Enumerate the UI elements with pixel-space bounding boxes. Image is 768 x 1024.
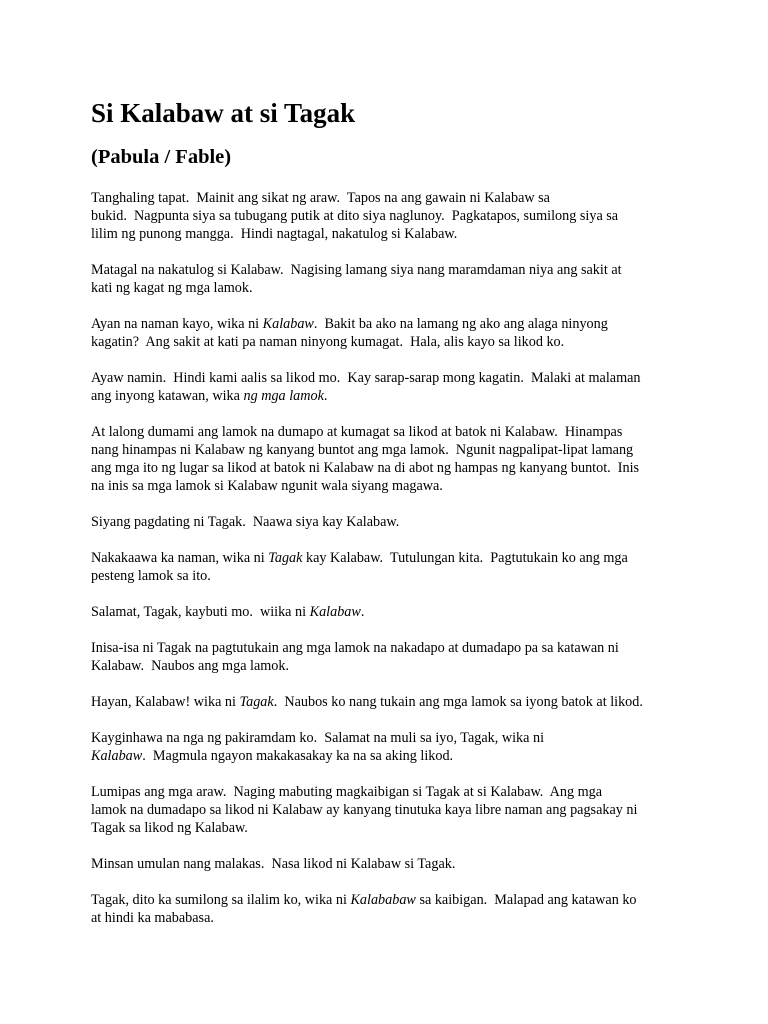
text-run: lamok na dumadapo sa likod ni Kalabaw ay kanyang tinutuka kaya libre naman ang pagsakay ni [91, 802, 638, 818]
paragraph [91, 693, 691, 711]
text-run: Ayaw namin. Hindi kami aalis sa likod mo. Kay sarap-sarap mong kagatin. Malaki at malaman [91, 370, 641, 386]
text-run: Ayan na naman kayo, wika ni [91, 316, 263, 332]
text-run: Lumipas ang mga araw. Naging mabuting magkaibigan si Tagak at si Kalabaw. Ang mga [91, 784, 603, 800]
paragraph [91, 423, 691, 495]
text-line [91, 567, 691, 585]
text-run: Salamat, Tagak, kaybuti mo. wiika ni [91, 604, 310, 620]
text-run: lilim ng punong mangga. Hindi nagtagal, nakatulog si Kalabaw. [91, 226, 458, 242]
text-run: . Magmula ngayon makakasakay ka na sa aking likod. [142, 748, 454, 764]
paragraph [91, 855, 691, 873]
text-run: Siyang pagdating ni Tagak. Naawa siya kay Kalabaw. [91, 514, 400, 530]
text-run: Tanghaling tapat. Mainit ang sikat ng araw. Tapos na ang gawain ni Kalabaw sa [91, 190, 550, 206]
text-run: At lalong dumami ang lamok na dumapo at kumagat sa likod at batok ni Kalabaw. Hinampas [91, 424, 623, 440]
text-run: nang hinampas ni Kalabaw ng kanyang buntot ang mga lamok. Ngunit nagpalipat-lipat lamang [91, 442, 634, 458]
paragraph [91, 891, 691, 927]
document-subtitle: (Pabula / Fable) [91, 146, 232, 168]
text-line [91, 333, 691, 351]
text-run: . [323, 388, 328, 404]
italic-text: Kalababaw [350, 892, 416, 908]
text-run: Tagak sa likod ng Kalabaw. [91, 820, 248, 836]
italic-text: Kalabaw [309, 604, 361, 620]
text-run: Kayginhawa na nga ng pakiramdam ko. Salamat na muli sa iyo, Tagak, wika ni [91, 730, 545, 746]
text-line [91, 639, 691, 657]
text-line [91, 729, 691, 747]
text-line [91, 891, 691, 909]
text-run: kay Kalabaw. Tutulungan kita. Pagtutukain ko ang mga [302, 550, 628, 566]
text-run: Inisa-isa ni Tagak na pagtutukain ang mga lamok na nakadapo at dumadapo pa sa katawan ni [91, 640, 619, 656]
text-line [91, 693, 691, 711]
paragraph [91, 603, 691, 621]
document-title: Si Kalabaw at si Tagak [91, 98, 356, 128]
text-line [91, 459, 691, 477]
paragraph [91, 189, 691, 243]
paragraph [91, 369, 691, 405]
text-run: Matagal na nakatulog si Kalabaw. Nagising lamang siya nang maramdaman niya ang sakit at [91, 262, 622, 278]
italic-text: ng mga lamok [243, 388, 324, 404]
text-line [91, 315, 691, 333]
text-line [91, 387, 691, 405]
paragraph [91, 639, 691, 675]
text-run: ang mga ito ng lugar sa likod at batok ni Kalabaw na di abot ng hampas ng kanyang buntot. Inis [91, 460, 640, 476]
paragraph [91, 783, 691, 837]
text-run: kati ng kagat ng mga lamok. [91, 280, 253, 296]
text-line [91, 225, 691, 243]
text-run: Hayan, Kalabaw! wika ni [91, 694, 240, 710]
italic-text: Tagak [239, 694, 274, 710]
text-line [91, 657, 691, 675]
text-line [91, 747, 691, 765]
document-page [91, 96, 691, 927]
text-line [91, 189, 691, 207]
paragraph [91, 549, 691, 585]
text-line [91, 423, 691, 441]
italic-text: Kalabaw [91, 748, 143, 764]
text-run: . [360, 604, 365, 620]
document-body [91, 189, 691, 927]
text-line [91, 477, 691, 495]
text-run: ang inyong katawan, wika [91, 388, 244, 404]
text-line [91, 909, 691, 927]
text-line [91, 603, 691, 621]
text-run: na inis sa mga lamok si Kalabaw ngunit wala siyang magawa. [91, 478, 443, 494]
italic-text: Kalabaw [262, 316, 314, 332]
text-run: . Bakit ba ako na lamang ng ako ang alaga ninyong [313, 316, 608, 332]
text-run: bukid. Nagpunta siya sa tubugang putik at dito siya naglunoy. Pagkatapos, sumilong siya sa [91, 208, 619, 224]
text-line [91, 513, 691, 531]
text-run: at hindi ka mababasa. [91, 910, 214, 926]
paragraph [91, 513, 691, 531]
text-line [91, 549, 691, 567]
text-line [91, 783, 691, 801]
text-line [91, 279, 691, 297]
text-line [91, 261, 691, 279]
italic-text: Tagak [268, 550, 303, 566]
text-run: Tagak, dito ka sumilong sa ilalim ko, wika ni [91, 892, 351, 908]
text-run: . Naubos ko nang tukain ang mga lamok sa iyong batok at likod. [273, 694, 643, 710]
text-run: Nakakaawa ka naman, wika ni [91, 550, 269, 566]
text-run: kagatin? Ang sakit at kati pa naman ninyong kumagat. Hala, alis kayo sa likod ko. [91, 334, 565, 350]
text-run: sa kaibigan. Malapad ang katawan ko [415, 892, 637, 908]
paragraph [91, 729, 691, 765]
text-line [91, 369, 691, 387]
text-line [91, 819, 691, 837]
paragraph [91, 261, 691, 297]
text-line [91, 801, 691, 819]
text-run: Kalabaw. Naubos ang mga lamok. [91, 658, 290, 674]
text-run: pesteng lamok sa ito. [91, 568, 211, 584]
paragraph [91, 315, 691, 351]
text-run: Minsan umulan nang malakas. Nasa likod ni Kalabaw si Tagak. [91, 856, 456, 872]
text-line [91, 855, 691, 873]
text-line [91, 207, 691, 225]
text-line [91, 441, 691, 459]
